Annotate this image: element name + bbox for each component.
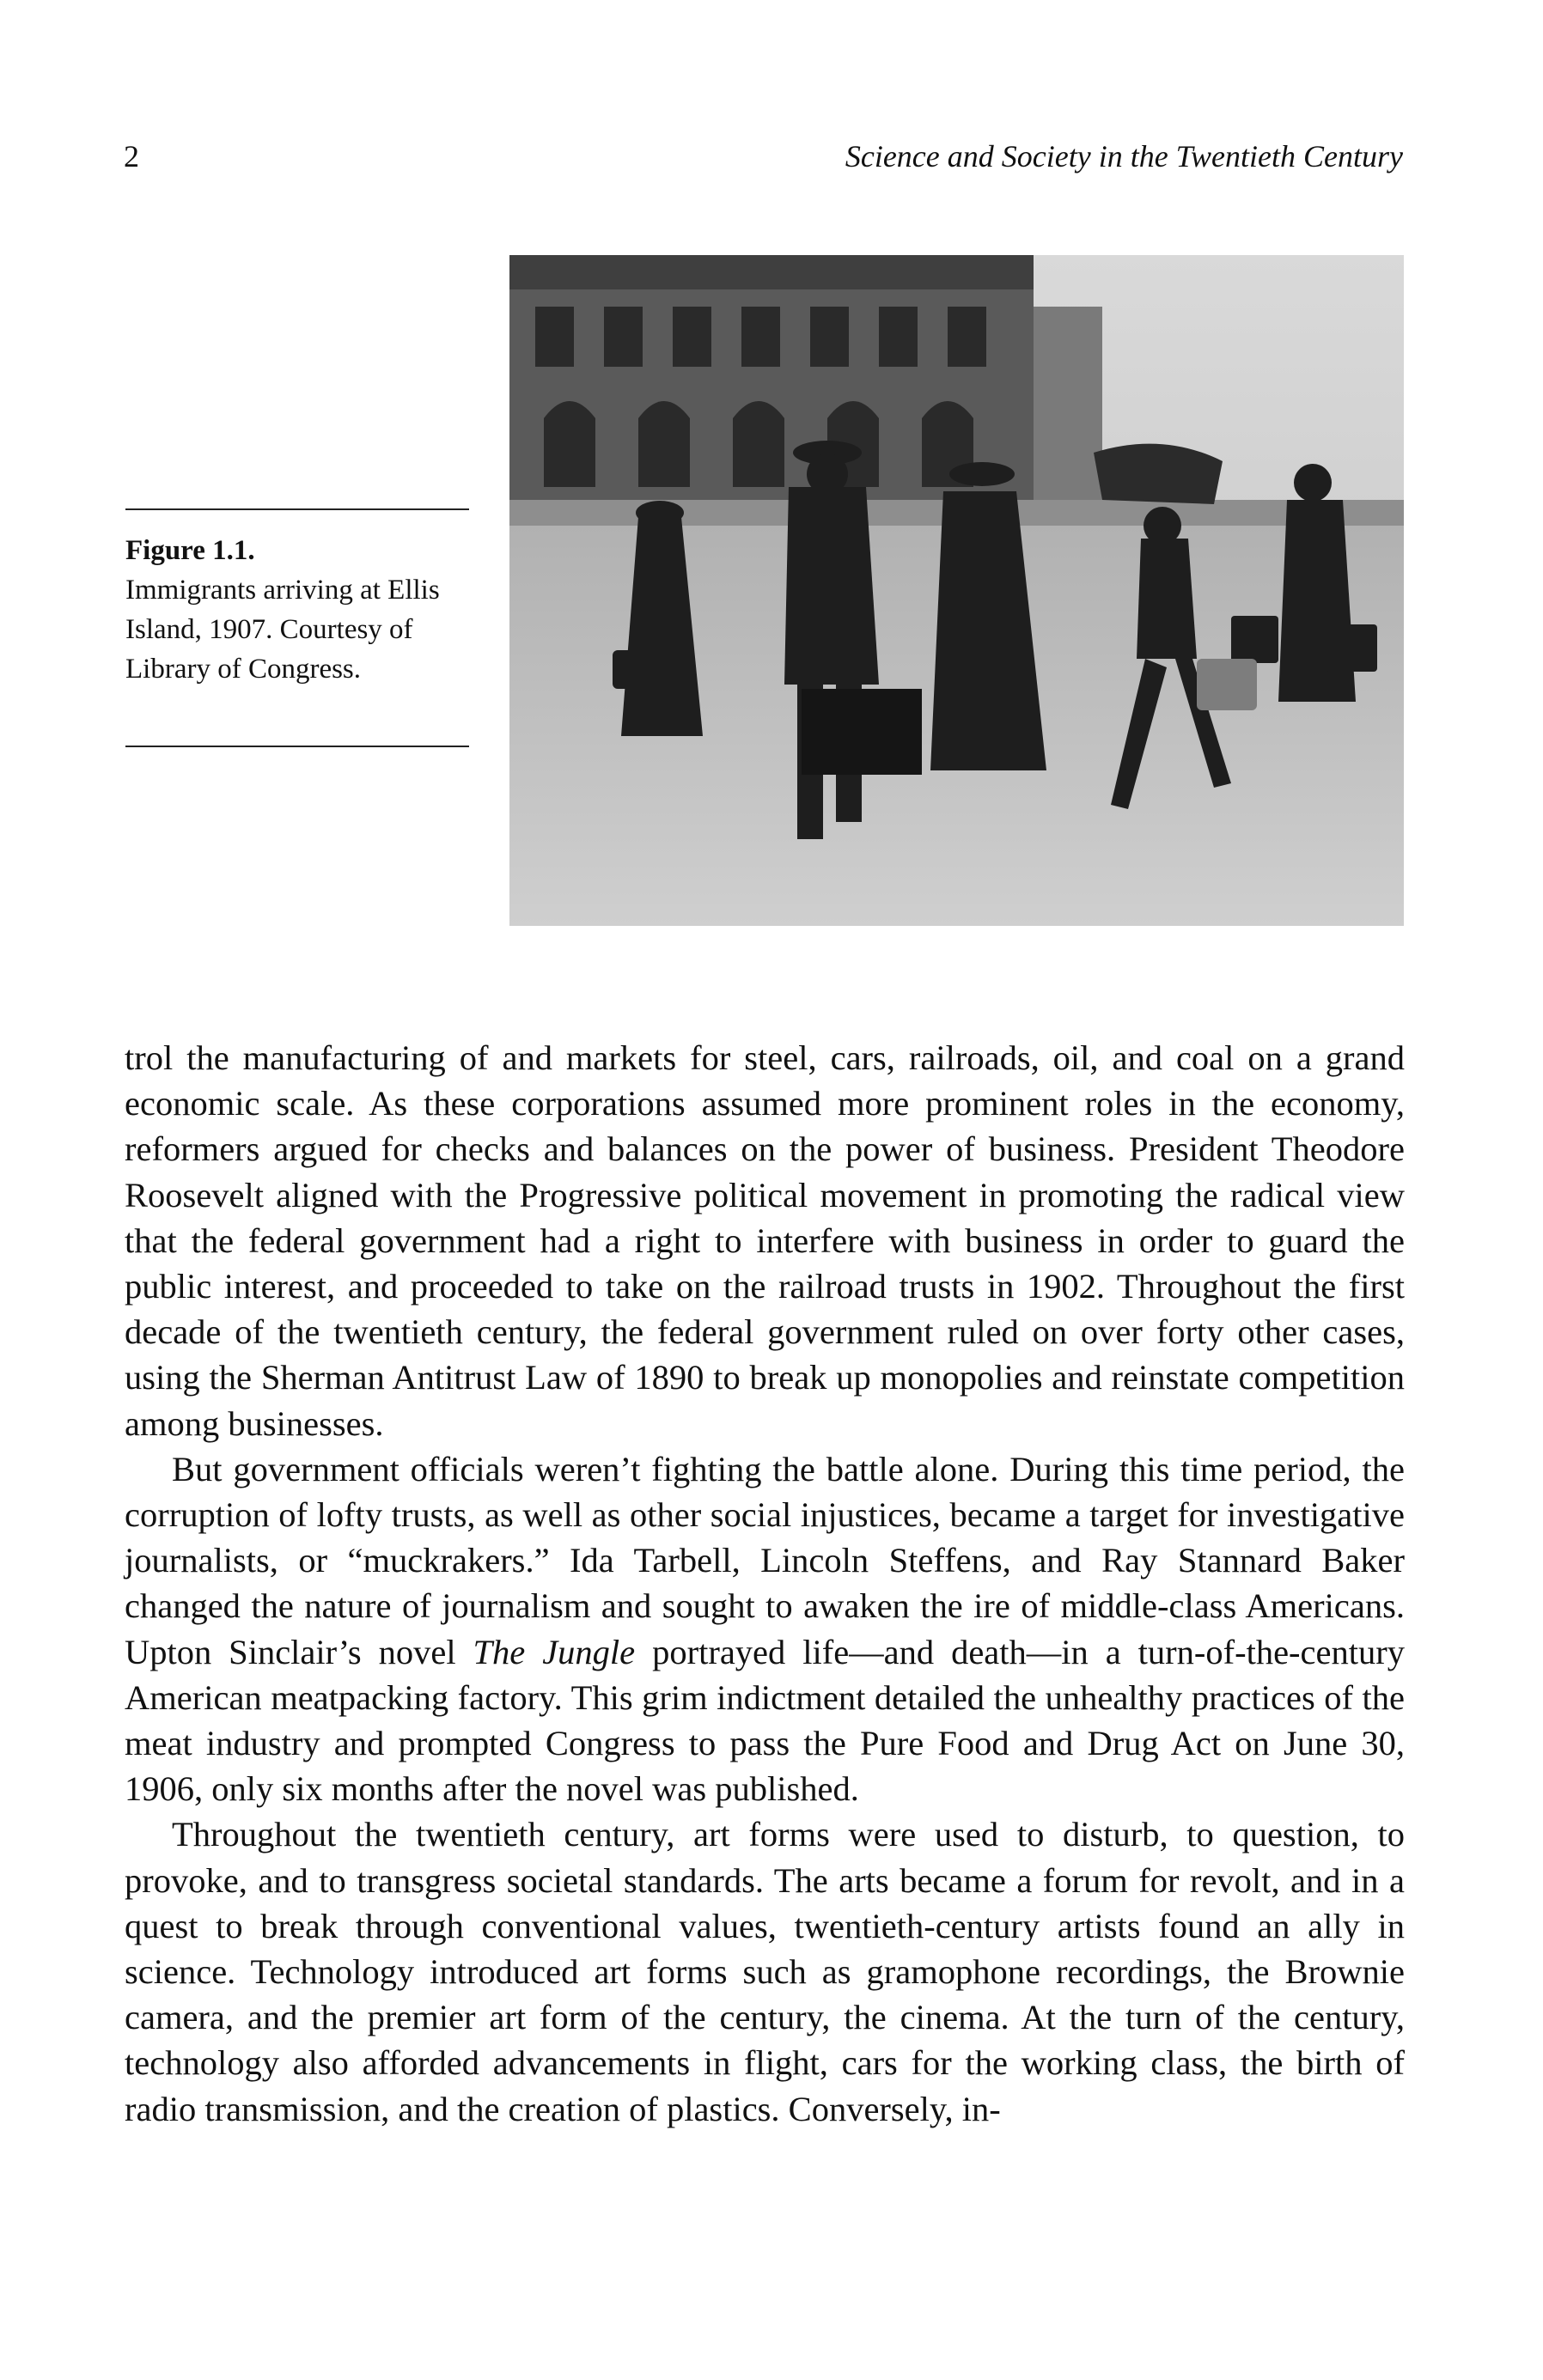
figure-label: Figure 1.1. [125, 535, 255, 566]
body-text [125, 1035, 1405, 2132]
figure-caption-text: Immigrants arriving at Ellis Island, 1907. Courtesy of Library of Congress. [125, 575, 440, 685]
immigrants-photo [509, 255, 1404, 926]
paragraph-1: trol the manufacturing of and markets for steel, cars, railroads, oil, and coal on a grand economic scale. As these corporations assumed more prominent roles in the economy, reformers argued for checks and balances on the power of business. President Theodore Roosevelt aligned with the Progressive political movement in promoting the radical view that the federal government had a right to interfere with business in order to guard the public interest, and proceeded to take on the railroad trusts in 1902. Throughout the first decade of the twentieth century, the federal government ruled on over forty other cases, using the Sherman Antitrust Law of 1890 to break up monopolies and reinstate competition among businesses. [125, 1038, 1405, 1443]
figure-photo [509, 255, 1404, 926]
running-head: Science and Society in the Twentieth Century [845, 139, 1403, 173]
figure-caption [125, 508, 469, 747]
page-number: 2 [124, 139, 139, 173]
book-title: The Jungle [473, 1632, 636, 1671]
paragraph-3: Throughout the twentieth century, art forms were used to disturb, to question, to provoke, and to transgress societal standards. The arts became a forum for revolt, and in a quest to break through conventional values, twentieth-century artists found an ally in science. Technology introduced art forms such as gramophone recordings, the Brownie camera, and the premier art form of the century, the cinema. At the turn of the century, technology also afforded advancements in flight, cars for the working class, the birth of radio transmission, and the creation of plastics. Conversely, in- [125, 1815, 1405, 2128]
paragraph-2-end: portrayed life—and death—in a turn-of-the-century American meatpacking factory. This grim indictment detailed the unhealthy practices of the meat industry and prompted Congress to pass the Pure Food and Drug Act on June 30, 1906, only six months after the novel was published. [125, 1632, 1405, 1809]
paragraph-2-start: But government officials weren’t fighting the battle alone. During this time period, the corruption of lofty trusts, as well as other social injustices, became a target for investigative journalists, or “muckrakers.” Ida Tarbell, Lincoln Steffens, and Ray Stannard Baker changed the nature of journalism and sought to awaken the ire of middle-class Americans. Upton Sinclair’s novel [125, 1449, 1405, 1671]
paragraph-2 [125, 1446, 1405, 1812]
